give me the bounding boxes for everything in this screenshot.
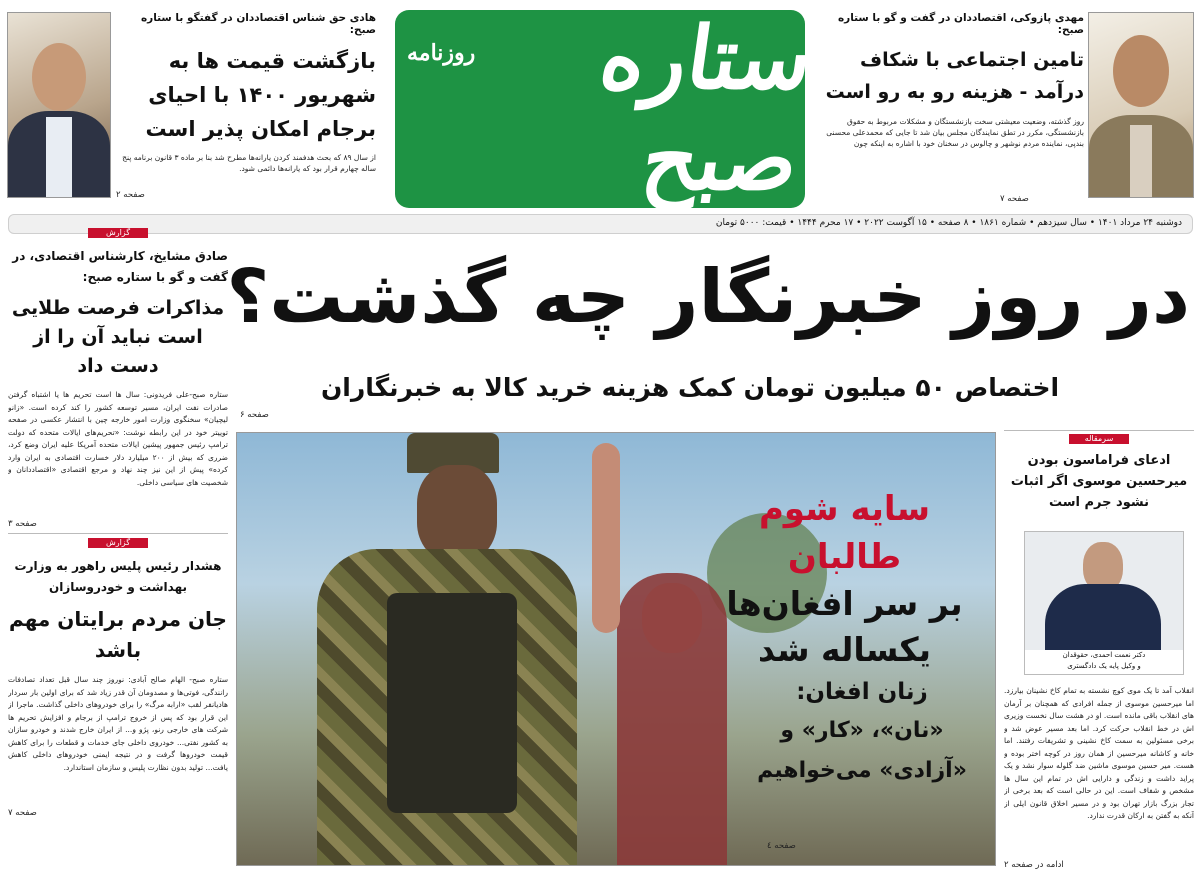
masthead-logo[interactable]: [395, 8, 820, 210]
editorial-body: انقلاب آمد تا یک موی کوچ نشسته به تمام کاخ نشینان بیارزد. اما میرحسین موسوی از جمله افرادی که همچنان بر آرمان های انقلاب باقی مانده است. او در هشت سال نخست وزیری اش در خط انقلاب حرکت کرد. اما بعد مسیر عوض شد و برخی مسئولین به سمت کاخ نشینی و تشریفات رفتند. اما خانه و کاشانه میرحسین از همان روز در کوچه اختر بوده و هست. میر حسین موسوی ماشین ضد گلوله سوار نشد و یک پراید داشت و زندگی و دارایی اش در تمام این سال ها مشخص و شفاف است. این در حالی است که بعد برخی از تجار بزرگ بازار تهران بود و در مسیر اخلاق قانون ایلی از آنکه به گفتن به ارکان قدرت ندارد.: [1004, 686, 1194, 820]
main-subheadline[interactable]: اختصاص ۵۰ میلیون تومان کمک هزینه خرید کالا به خبرنگاران: [320, 373, 1060, 402]
left-headline-2[interactable]: جان مردم برایتان مهم باشد: [9, 607, 227, 662]
left-page-1[interactable]: صفحه ۳: [8, 519, 37, 529]
left-divider: [8, 533, 228, 534]
editorial-tag: سرمقاله: [1069, 434, 1129, 444]
dateline-text: دوشنبه ۲۴ مرداد ۱۴۰۱ • سال سیزدهم • شماره ۱۸۶۱ • ۸ صفحه • ۱۵ آگوست ۲۰۲۲ • ۱۷ محرم ۱۴۴۴ • قیمت: ۵۰۰۰ تومان: [715, 218, 1182, 228]
editorial-caption-1: دکتر نعمت احمدی، حقوقدان: [1062, 651, 1146, 659]
feature-text: [707, 485, 982, 673]
photo-soldier: [277, 433, 617, 866]
left-body-2: ستاره صبح- الهام صالح آبادی: نوروز چند سال قبل تعداد تصادفات رانندگی، فوتی‌ها و مصدومان آن قدر زیاد شد که برای اولین بار سردار هادیانفر لقب «ارابه مرگ» را برای خودروهای داخلی گذاشت. ماجرا از این قرار بود که پس از خروج ترامپ از برجام و افزایش تحریم ها شرکت های خارجی رنو، پژو و... از ایران خارج شدند و خودرو سازان به کشور نفتی... خودروی داخلی جای خدمات و قطعات را برای کاهش قیمت خودروها گرفت و در نتیجه ایمنی خودروهای داخلی کاهش یافت... تولید بدون نظارت پلیس و سازمان استاندارد.: [8, 675, 228, 772]
header-left-page[interactable]: صفحه ۲: [116, 190, 145, 200]
left-kicker-2: هشدار رئیس پلیس راهور به وزارت بهداشت و خودروسازان: [14, 559, 222, 594]
feature-photo[interactable]: [236, 432, 996, 866]
left-kicker-1: صادق مشایخ، کارشناس اقتصادی، در گفت و گو با ستاره صبح:: [12, 249, 228, 284]
feature-title-red[interactable]: سایه شوم طالبان: [758, 489, 931, 577]
header-right-photo: [1088, 12, 1194, 198]
right-column: [1004, 430, 1194, 874]
feature-quote-box: [757, 673, 967, 791]
header-right-body: روز گذشته، وضعیت معیشتی سخت بازنشستگان و مشکلات مربوط به حقوق بازنشستگی، مکرر در تطق نمایندگان مجلس بیان شد تا جایی که محمدعلی محسنی بندپی، نماینده مردم نوشهر و چالوس در سخنان خود با اشاره به اینکه چون: [826, 117, 1084, 148]
header-left-body: از سال ۸۹ که بحث هدفمند کردن یارانه‌ها مطرح شد بنا بر ماده ۳ قانون برنامه پنج ساله چهارم قرار بود که یارانه‌ها دائمی شود.: [122, 153, 376, 173]
header-left-headline[interactable]: بازگشت قیمت ها به شهریور ۱۴۰۰ با احیای برجام امکان پذیر است: [145, 49, 376, 141]
left-body-1: ستاره صبح-علی فریدونی: سال ها است تحریم ها یا اشتباه گرفتن صادرات نفت ایران، مسیر توسعه کشور را کند کرده است. «زانو لیچیان» سخنگوی وزارت امور خارجه چین با انتشار عکسی در صفحه توییتر خود در این رابطه نوشت: «تحریم‌های ایالات متحده که دولت ترامپ رئیس جمهور پیشین ایالات متحده آمریکا علیه ایران وضع کرد، ضرری که بیش از ۲۰۰ میلیارد دلار خسارت اقتصادی به ایران وارد کرده» پیش از این نیز چند نهاد و مرجع اقتصادی «اقتصاددانان و شخصیت های سیاسی داخلی.: [8, 390, 228, 487]
left-headline-1[interactable]: مذاکرات فرصت طلایی است نباید آن را از دست داد: [11, 297, 225, 377]
header-left-kicker: هادی حق شناس اقتصاددان در گفتگو با ستاره صبح:: [140, 12, 376, 36]
header-right-headline[interactable]: تامین اجتماعی با شکاف درآمد - هزینه رو به رو است: [825, 49, 1084, 103]
header-left-story: [116, 12, 376, 202]
feature-quote-kicker: زنان افغان:: [796, 679, 928, 705]
feature-page[interactable]: صفحه ٤: [767, 841, 796, 851]
header-right-kicker: مهدی پازوکی، اقتصاددان در گفت و گو با ستاره صبح:: [837, 12, 1084, 36]
editorial-photo: [1024, 531, 1184, 675]
header-right-page[interactable]: صفحه ۷: [1000, 194, 1029, 204]
left-column: [8, 228, 228, 874]
report-tag-2: گزارش: [88, 538, 148, 548]
header-right-story: [810, 12, 1084, 204]
logo-main-text: ستاره صبح: [594, 8, 820, 210]
main-headline[interactable]: در روز خبرنگار چه گذشت؟: [226, 254, 1190, 340]
logo-sub-text: روزنامه: [407, 40, 476, 66]
left-page-2[interactable]: صفحه ۷: [8, 808, 37, 818]
feature-title-black[interactable]: بر سر افغان‌ها یکساله شد: [726, 584, 963, 669]
editorial-page[interactable]: ادامه در صفحه ۲: [1004, 860, 1064, 870]
editorial-caption-2: و وکیل پایه یک دادگستری: [1067, 662, 1141, 670]
report-tag-1: گزارش: [88, 228, 148, 238]
feature-quote: «نان»، «کار» و «آزادی» می‌خواهیم: [757, 718, 967, 783]
editorial-headline[interactable]: ادعای فراماسون بودن میرحسین موسوی اگر اثبات نشود جرم است: [1010, 453, 1188, 510]
header-left-photo: [7, 12, 111, 198]
main-page[interactable]: صفحه ۶: [240, 410, 269, 420]
